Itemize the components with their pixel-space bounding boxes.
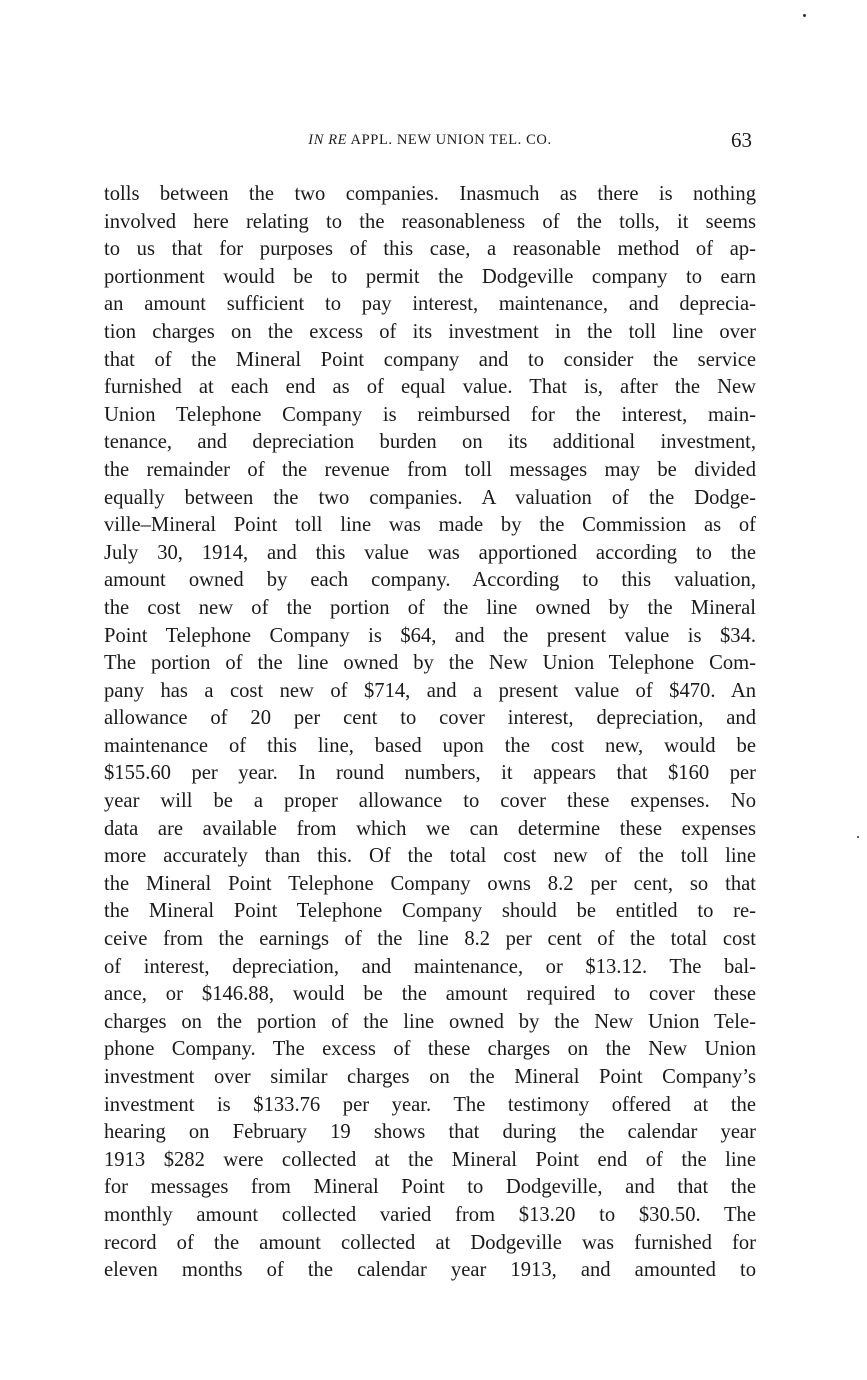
text-line: maintenance of this line, based upon the cost new, would be [104, 734, 756, 757]
text-line: involved here relating to the reasonableness of the tolls, it seems [104, 210, 756, 233]
text-line: amount owned by each company. According to this valuation, [104, 569, 756, 592]
text-line: allowance of 20 per cent to cover interest, depreciation, and [104, 707, 756, 730]
text-line: $155.60 per year. In round numbers, it appears that $160 per [104, 762, 756, 785]
running-head [104, 128, 756, 154]
text-line: data are available from which we can determine these expenses [104, 817, 756, 840]
running-head-text: APPL. NEW UNION TEL. CO. [347, 132, 552, 148]
running-head-title [104, 132, 756, 149]
text-line: furnished at each end as of equal value. That is, after the New [104, 376, 756, 399]
text-line: ance, or $146.88, would be the amount required to cover these [104, 983, 756, 1006]
text-line: ville–Mineral Point toll line was made by the Commission as of [104, 514, 756, 537]
text-line: Point Telephone Company is $64, and the present value is $34. [104, 624, 756, 647]
scan-speck [803, 14, 806, 17]
page-number: 63 [731, 128, 752, 152]
text-line: ceive from the earnings of the line 8.2 per cent of the total cost [104, 928, 756, 951]
text-line: that of the Mineral Point company and to consider the service [104, 348, 756, 371]
text-line: 1913 $282 were collected at the Mineral Point end of the line [104, 1148, 756, 1171]
text-line: tenance, and depreciation burden on its additional investment, [104, 431, 756, 454]
text-line: July 30, 1914, and this value was apportioned according to the [104, 541, 756, 564]
text-line: more accurately than this. Of the total cost new of the toll line [104, 845, 756, 868]
text-line: an amount sufficient to pay interest, maintenance, and deprecia- [104, 293, 756, 316]
text-line: of interest, depreciation, and maintenance, or $13.12. The bal- [104, 955, 756, 978]
text-line: tion charges on the excess of its investment in the toll line over [104, 320, 756, 343]
text-line: the Mineral Point Telephone Company should be entitled to re- [104, 900, 756, 923]
text-line: to us that for purposes of this case, a reasonable method of ap- [104, 238, 756, 261]
text-line: investment is $133.76 per year. The testimony offered at the [104, 1093, 756, 1116]
text-line: monthly amount collected varied from $13.20 to $30.50. The [104, 1203, 756, 1226]
text-line: the cost new of the portion of the line owned by the Mineral [104, 596, 756, 619]
text-line: the Mineral Point Telephone Company owns 8.2 per cent, so that [104, 872, 756, 895]
text-line: for messages from Mineral Point to Dodgeville, and that the [104, 1176, 756, 1199]
text-line: tolls between the two companies. Inasmuch as there is nothing [104, 183, 756, 205]
text-line: pany has a cost new of $714, and a present value of $470. An [104, 679, 756, 702]
text-line: eleven months of the calendar year 1913, and amounted to [104, 1259, 756, 1282]
text-line: record of the amount collected at Dodgeville was furnished for [104, 1231, 756, 1254]
text-line: the remainder of the revenue from toll messages may be divided [104, 458, 756, 481]
text-line: hearing on February 19 shows that during the calendar year [104, 1121, 756, 1144]
text-line: equally between the two companies. A valuation of the Dodge- [104, 486, 756, 509]
text-line: year will be a proper allowance to cover these expenses. No [104, 790, 756, 813]
text-line: Union Telephone Company is reimbursed for the interest, main- [104, 403, 756, 426]
running-head-italic: IN RE [308, 132, 348, 148]
text-line: investment over similar charges on the Mineral Point Company’s [104, 1066, 756, 1088]
text-line: phone Company. The excess of these charges on the New Union [104, 1038, 756, 1061]
text-line: portionment would be to permit the Dodgeville company to earn [104, 265, 756, 288]
scan-speck [857, 836, 859, 838]
text-line: charges on the portion of the line owned by the New Union Tele- [104, 1010, 756, 1033]
body-paragraph [104, 181, 756, 1285]
text-line: The portion of the line owned by the New Union Telephone Com- [104, 652, 756, 675]
